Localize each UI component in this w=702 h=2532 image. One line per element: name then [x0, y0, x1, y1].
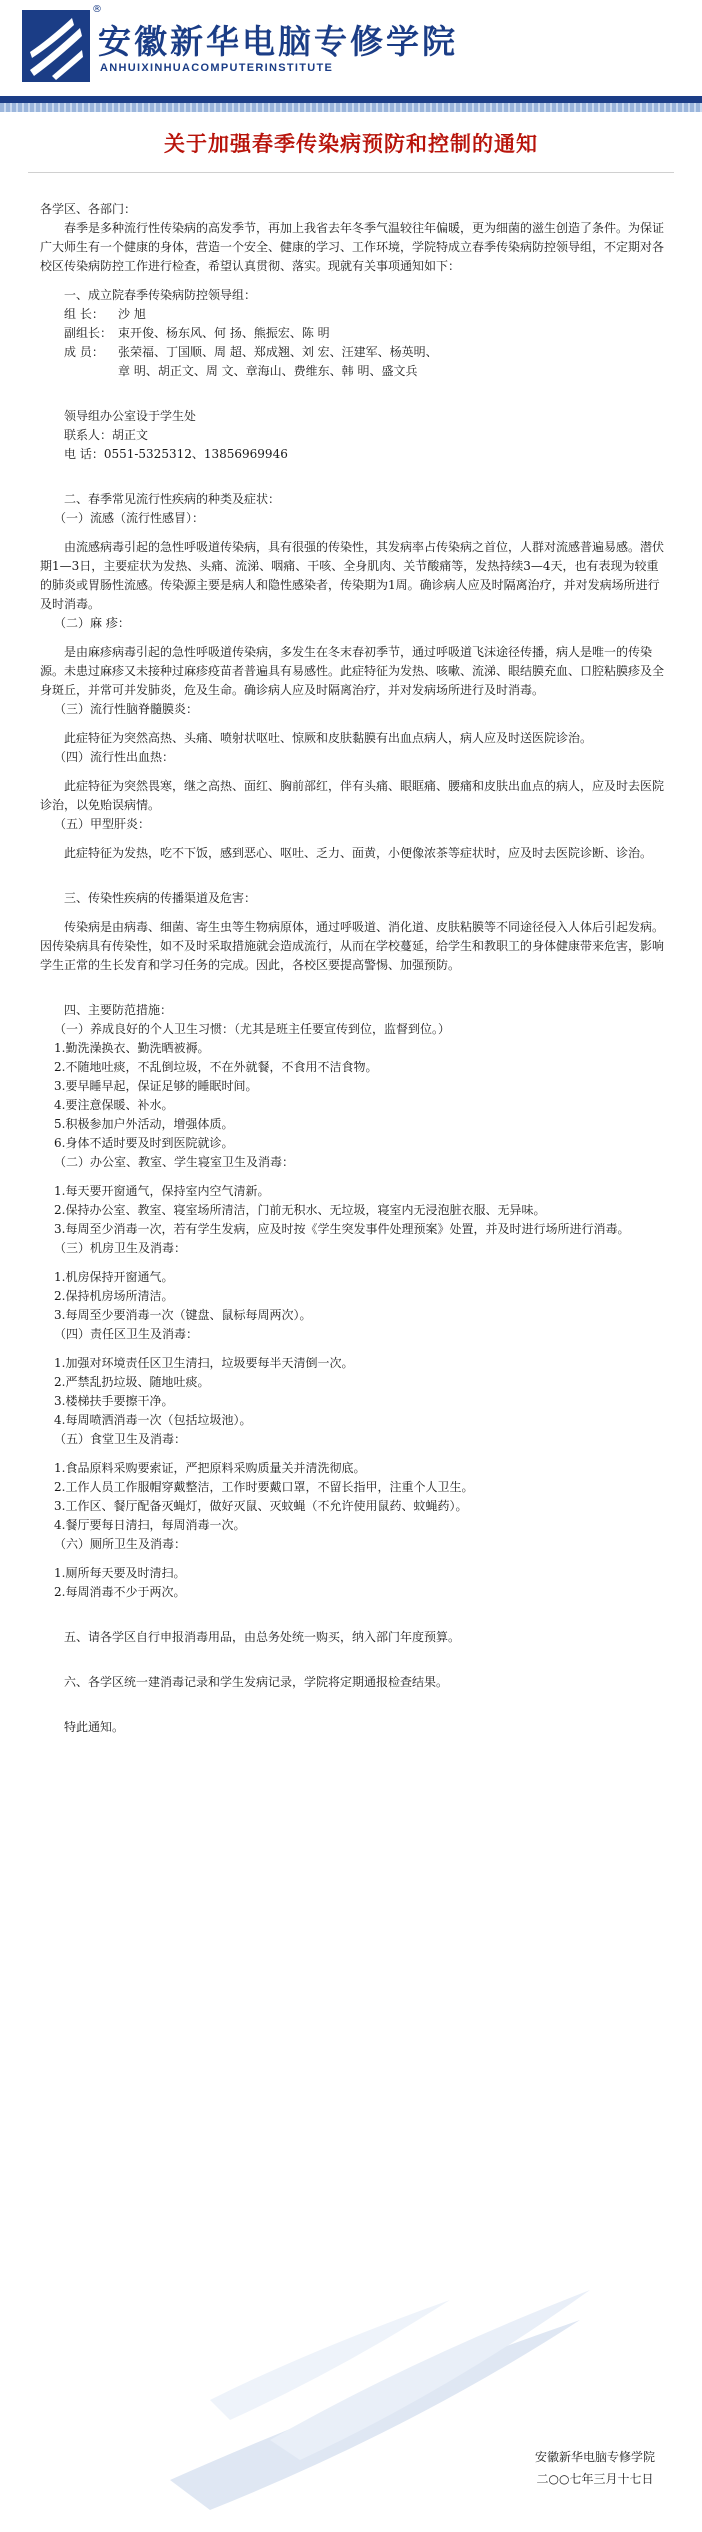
list-item: 3.每周至少要消毒一次（键盘、鼠标每周两次）。 — [54, 1308, 312, 1322]
deputy-row — [40, 324, 666, 343]
list-item: 1.加强对环境责任区卫生清扫，垃圾要每半天清倒一次。 — [54, 1356, 354, 1370]
section5-text: 五、请各学区自行申报消毒用品，由总务处统一购买，纳入部门年度预算。 — [64, 1630, 461, 1644]
members-row — [40, 343, 666, 362]
members-row-2 — [40, 362, 666, 381]
members-label: 成 员： — [64, 345, 104, 359]
list-item: 3.楼梯扶手要擦干净。 — [54, 1394, 174, 1408]
disease-title: （三）流行性脑脊髓膜炎： — [54, 702, 199, 716]
disease-text: 是由麻疹病毒引起的急性呼吸道传染病，多发生在冬末春初季节，通过呼吸道飞沫途径传播，病人是唯一的传染源。未患过麻疹又未接种过麻疹疫苗者普遍具有易感性。此症特征为发热、咳嗽、流涕、眼结膜充血、口腔粘膜疹及全身斑丘，并常可并发肺炎，危及生命。确诊病人应及时隔离治疗，并对发病场所进行及时消毒。 — [40, 645, 665, 697]
leader-label: 组 长： — [64, 307, 104, 321]
list-item: 2.每周消毒不少于两次。 — [54, 1585, 186, 1599]
page-header — [0, 0, 702, 112]
list-item: 4.每周喷洒消毒一次（包括垃圾池）。 — [54, 1413, 252, 1427]
deputy-label: 副组长： — [64, 326, 113, 340]
list-item: 5.积极参加户外活动，增强体质。 — [54, 1117, 234, 1131]
list-item: 3.要早睡早起，保证足够的睡眠时间。 — [54, 1079, 258, 1093]
signature-org: 安徽新华电脑专修学院 — [534, 2450, 655, 2464]
measure-group-title: （六）厕所卫生及消毒： — [54, 1537, 187, 1551]
school-logo-icon — [22, 10, 90, 82]
measure-group-title: （三）机房卫生及消毒： — [54, 1241, 187, 1255]
intro-paragraph: 春季是多种流行性传染病的高发季节，再加上我省去年冬季气温较往年偏暖，更为细菌的滋生创造了条件。为保证广大师生有一个健康的身体，营造一个安全、健康的学习、工作环境，学院特成立春季传染病防控领导组，不定期对各校区传染病防控工作进行检查，希望认真贯彻、落实。现就有关事项通知如下： — [40, 221, 665, 273]
signature-date: 二○○七年三月十七日 — [536, 2472, 654, 2486]
title-divider — [28, 172, 674, 173]
measure-group-title: （四）责任区卫生及消毒： — [54, 1327, 199, 1341]
list-item: 1.机房保持开窗通气。 — [54, 1270, 174, 1284]
disease-title: （五）甲型肝炎： — [54, 817, 151, 831]
list-item: 3.工作区、餐厅配备灭蝇灯，做好灭鼠、灭蚊蝇（不允许使用鼠药、蚊蝇药）。 — [54, 1499, 468, 1513]
list-item: 2.严禁乱扔垃圾、随地吐痰。 — [54, 1375, 210, 1389]
disease-text: 此症特征为突然畏寒，继之高热、面红、胸前部红，伴有头痛、眼眶痛、腰痛和皮肤出血点的病人，应及时去医院诊治，以免贻误病情。 — [40, 779, 665, 812]
section1-heading: 一、成立院春季传染病防控领导组： — [64, 288, 257, 302]
list-item: 4.要注意保暖、补水。 — [54, 1098, 174, 1112]
salutation: 各学区、各部门： — [40, 202, 137, 216]
list-item: 2.保持办公室、教室、寝室场所清洁，门前无积水、无垃圾，寝室内无浸泡脏衣服、无异味。 — [54, 1203, 546, 1217]
contact-line: 联系人：胡正文 — [64, 428, 149, 442]
notice-body — [40, 200, 666, 1737]
list-item: 2.不随地吐痰，不乱倒垃圾，不在外就餐，不食用不洁食物。 — [54, 1060, 378, 1074]
list-item: 2.工作人员工作服帽穿戴整洁，工作时要戴口罩，不留长指甲，注重个人卫生。 — [54, 1480, 474, 1494]
disease-list — [40, 509, 666, 863]
measure-group-title: （五）食堂卫生及消毒： — [54, 1432, 187, 1446]
swoosh-watermark-icon — [150, 2280, 600, 2530]
deputy-value: 束开俊、杨东风、何 扬、熊振宏、陈 明 — [118, 326, 330, 340]
disease-text: 由流感病毒引起的急性呼吸道传染病，具有很强的传染性，其发病率占传染病之首位，人群对流感普遍易感。潜伏期1—3日，主要症状为发热、头痛、流涕、咽痛、干咳、全身肌肉、关节酸痛等，发热持续3—4天，也有表现为较重的肺炎或胃肠性流感。传染源主要是病人和隐性感染者，传染期为1周。确诊病人应及时隔离治疗，并对发病场所进行及时消毒。 — [40, 540, 665, 611]
section3-heading: 三、传染性疾病的传播渠道及危害： — [64, 891, 257, 905]
list-item: 1.勤洗澡换衣、勤洗晒被褥。 — [54, 1041, 210, 1055]
measure-group-title: （一）养成良好的个人卫生习惯：（尤其是班主任要宣传到位，监督到位。） — [54, 1022, 451, 1036]
list-item: 1.每天要开窗通气，保持室内空气清新。 — [54, 1184, 270, 1198]
school-name: 安徽新华电脑专修学院 — [98, 22, 458, 61]
list-item: 1.食品原料采购要索证，严把原料采购质量关并清洗彻底。 — [54, 1461, 366, 1475]
leader-value: 沙 旭 — [118, 307, 146, 321]
section6-text: 六、各学区统一建消毒记录和学生发病记录，学院将定期通报检查结果。 — [64, 1675, 449, 1689]
list-item: 6.身体不适时要及时到医院就诊。 — [54, 1136, 234, 1150]
members-line-1: 张荣福、丁国顺、周 超、郑成翘、刘 宏、汪建军、杨英明、 — [118, 345, 438, 359]
section4-heading: 四、主要防范措施： — [64, 1003, 173, 1017]
disease-text: 此症特征为突然高热、头痛、喷射状呕吐、惊厥和皮肤黏膜有出血点病人，病人应及时送医院诊治。 — [64, 731, 593, 745]
disease-title: （一）流感（流行性感冒）： — [54, 511, 205, 525]
list-item: 2.保持机房场所清洁。 — [54, 1289, 174, 1303]
list-item: 1.厕所每天要及时清扫。 — [54, 1566, 186, 1580]
leader-row — [40, 305, 666, 324]
section2-heading: 二、春季常见流行性疾病的种类及症状： — [64, 492, 281, 506]
office-line: 领导组办公室设于学生处 — [64, 409, 197, 423]
header-band — [0, 96, 702, 112]
phone-line: 电 话：0551-5325312、13856969946 — [64, 447, 288, 461]
list-item: 3.每周至少消毒一次，若有学生发病，应及时按《学生突发事件处理预案》处置，并及时进行场所进行消毒。 — [54, 1222, 630, 1236]
members-line-2: 章 明、胡正文、周 文、章海山、费维东、韩 明、盛文兵 — [118, 364, 418, 378]
list-item: 4.餐厅要每日清扫，每周消毒一次。 — [54, 1518, 246, 1532]
disease-title: （二）麻 疹： — [54, 616, 130, 630]
school-name-english: ANHUIXINHUACOMPUTERINSTITUTE — [100, 62, 334, 74]
measure-groups — [40, 1020, 666, 1602]
page-title: 关于加强春季传染病预防和控制的通知 — [164, 131, 538, 156]
disease-title: （四）流行性出血热： — [54, 750, 175, 764]
closing-text: 特此通知。 — [64, 1720, 125, 1734]
section3-text: 传染病是由病毒、细菌、寄生虫等生物病原体，通过呼吸道、消化道、皮肤粘膜等不同途径侵入人体后引起发病。因传染病具有传染性，如不及时采取措施就会造成流行，从而在学校蔓延，给学生和教职工的身体健康带来危害，影响学生正常的生长发育和学习任务的完成。因此，各校区要提高警惕、加强预防。 — [40, 920, 665, 972]
measure-group-title: （二）办公室、教室、学生寝室卫生及消毒： — [54, 1155, 295, 1169]
disease-text: 此症特征为发热，吃不下饭，感到恶心、呕吐、乏力、面黄，小便像浓茶等症状时，应及时去医院诊断、诊治。 — [64, 846, 653, 860]
registered-mark: ® — [92, 4, 102, 15]
